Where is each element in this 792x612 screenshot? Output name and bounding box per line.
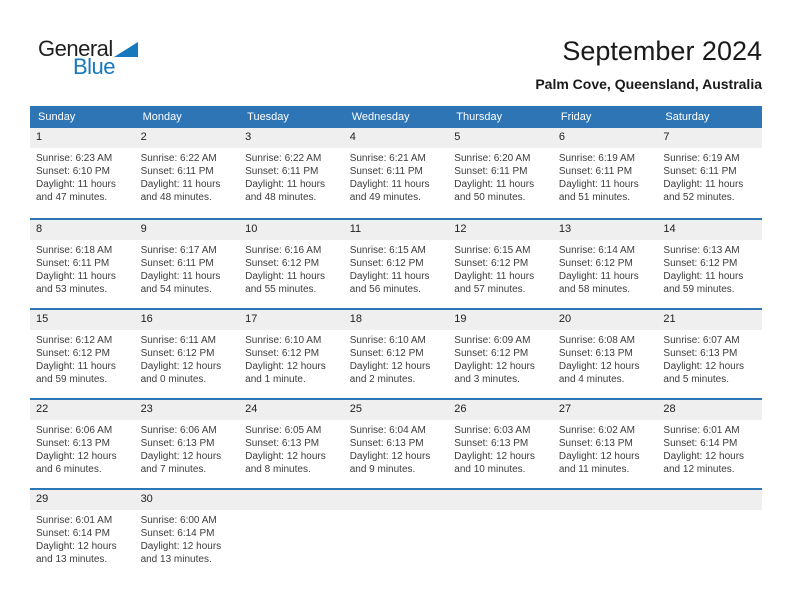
daylight-text: Daylight: 11 hours and 48 minutes.	[245, 179, 325, 203]
sunset-text: Sunset: 6:11 PM	[140, 258, 214, 269]
day-details	[135, 148, 240, 204]
sunset-text: Sunset: 6:13 PM	[140, 438, 215, 449]
daylight-text: Daylight: 12 hours and 5 minutes.	[663, 361, 745, 385]
logo-triangle-icon	[114, 42, 138, 57]
day-number: 18	[344, 310, 449, 330]
sunrise-text: Sunrise: 6:17 AM	[140, 245, 217, 256]
day-details	[344, 148, 449, 204]
sunrise-text: Sunrise: 6:07 AM	[663, 335, 740, 346]
daylight-text: Daylight: 12 hours and 13 minutes.	[140, 541, 222, 565]
sunrise-text: Sunrise: 6:09 AM	[454, 335, 531, 346]
day-cell-5	[448, 128, 553, 218]
day-number: 22	[30, 400, 135, 420]
sunset-text: Sunset: 6:10 PM	[36, 166, 110, 177]
day-number: 3	[239, 128, 344, 148]
day-number: 5	[448, 128, 553, 148]
daylight-text: Daylight: 12 hours and 13 minutes.	[36, 541, 117, 565]
general-blue-logo	[38, 38, 148, 78]
week-row	[30, 218, 762, 308]
page-subtitle: Palm Cove, Queensland, Australia	[535, 76, 762, 92]
day-number: 6	[553, 128, 658, 148]
day-details	[30, 420, 135, 476]
day-details	[239, 148, 344, 204]
page-title: September 2024	[562, 36, 762, 66]
day-cell-8	[30, 220, 135, 308]
daylight-text: Daylight: 12 hours and 0 minutes.	[140, 361, 222, 385]
sunrise-text: Sunrise: 6:22 AM	[140, 153, 217, 164]
weekday-header-row	[30, 106, 762, 128]
day-cell-27	[553, 400, 658, 488]
daylight-text: Daylight: 12 hours and 2 minutes.	[349, 361, 431, 385]
sunset-text: Sunset: 6:12 PM	[349, 258, 424, 269]
day-details	[657, 420, 762, 476]
week-row	[30, 488, 762, 578]
weekday-monday: Monday	[142, 111, 182, 123]
sunrise-text: Sunrise: 6:20 AM	[454, 153, 531, 164]
daylight-text: Daylight: 12 hours and 3 minutes.	[454, 361, 535, 385]
day-details	[553, 240, 658, 296]
day-number: 8	[30, 220, 135, 240]
sunset-text: Sunset: 6:13 PM	[36, 438, 110, 449]
daylight-text: Daylight: 12 hours and 6 minutes.	[36, 451, 117, 475]
sunset-text: Sunset: 6:12 PM	[663, 258, 738, 269]
day-number: 30	[135, 490, 240, 510]
day-number: 17	[239, 310, 344, 330]
calendar-weeks	[30, 128, 762, 578]
day-details	[344, 420, 449, 476]
daylight-text: Daylight: 11 hours and 52 minutes.	[663, 179, 744, 203]
day-number: 27	[553, 400, 658, 420]
day-number: 11	[344, 220, 449, 240]
day-details	[657, 330, 762, 386]
sunrise-text: Sunrise: 6:12 AM	[36, 335, 113, 346]
day-number: 26	[448, 400, 553, 420]
sunrise-text: Sunrise: 6:10 AM	[245, 335, 322, 346]
week-row	[30, 128, 762, 218]
day-details	[30, 330, 135, 386]
day-number: 23	[135, 400, 240, 420]
sunrise-text: Sunrise: 6:00 AM	[140, 515, 217, 526]
day-details	[344, 330, 449, 386]
day-number: 25	[344, 400, 449, 420]
sunrise-text: Sunrise: 6:19 AM	[663, 153, 740, 164]
day-number: 2	[135, 128, 240, 148]
day-number: 4	[344, 128, 449, 148]
day-cell-empty	[448, 490, 553, 578]
day-details	[448, 148, 553, 204]
day-number: 29	[30, 490, 135, 510]
day-details	[135, 240, 240, 296]
day-number: 13	[553, 220, 658, 240]
day-number: 28	[657, 400, 762, 420]
title-block	[535, 36, 762, 92]
day-cell-13	[553, 220, 658, 308]
daylight-text: Daylight: 12 hours and 7 minutes.	[140, 451, 222, 475]
daylight-text: Daylight: 12 hours and 9 minutes.	[349, 451, 431, 475]
sunset-text: Sunset: 6:11 PM	[245, 166, 319, 177]
daylight-text: Daylight: 11 hours and 55 minutes.	[245, 271, 325, 295]
sunrise-text: Sunrise: 6:19 AM	[558, 153, 635, 164]
sunrise-text: Sunrise: 6:13 AM	[663, 245, 740, 256]
daylight-text: Daylight: 11 hours and 50 minutes.	[454, 179, 535, 203]
sunset-text: Sunset: 6:14 PM	[36, 528, 110, 539]
sunrise-text: Sunrise: 6:08 AM	[558, 335, 635, 346]
day-cell-15	[30, 310, 135, 398]
day-number: 24	[239, 400, 344, 420]
day-cell-24	[239, 400, 344, 488]
day-cell-empty	[657, 490, 762, 578]
day-details	[135, 510, 240, 566]
sunset-text: Sunset: 6:13 PM	[454, 438, 529, 449]
day-cell-10	[239, 220, 344, 308]
day-details	[239, 240, 344, 296]
day-details	[448, 330, 553, 386]
day-cell-9	[135, 220, 240, 308]
day-cell-18	[344, 310, 449, 398]
sunrise-text: Sunrise: 6:01 AM	[663, 425, 740, 436]
day-number: 15	[30, 310, 135, 330]
day-number	[239, 490, 344, 510]
sunrise-text: Sunrise: 6:06 AM	[140, 425, 217, 436]
sunrise-text: Sunrise: 6:03 AM	[454, 425, 531, 436]
day-cell-17	[239, 310, 344, 398]
day-number: 21	[657, 310, 762, 330]
weekday-thursday: Thursday	[456, 111, 503, 123]
day-cell-7	[657, 128, 762, 218]
day-number	[448, 490, 553, 510]
sunset-text: Sunset: 6:12 PM	[558, 258, 633, 269]
daylight-text: Daylight: 12 hours and 8 minutes.	[245, 451, 326, 475]
daylight-text: Daylight: 11 hours and 51 minutes.	[558, 179, 639, 203]
sunset-text: Sunset: 6:12 PM	[245, 258, 320, 269]
day-cell-30	[135, 490, 240, 578]
sunrise-text: Sunrise: 6:04 AM	[349, 425, 426, 436]
daylight-text: Daylight: 12 hours and 12 minutes.	[663, 451, 745, 475]
day-cell-14	[657, 220, 762, 308]
day-cell-23	[135, 400, 240, 488]
day-cell-22	[30, 400, 135, 488]
daylight-text: Daylight: 11 hours and 48 minutes.	[140, 179, 221, 203]
day-number	[553, 490, 658, 510]
day-cell-empty	[344, 490, 449, 578]
day-cell-2	[135, 128, 240, 218]
daylight-text: Daylight: 12 hours and 4 minutes.	[558, 361, 640, 385]
day-number: 10	[239, 220, 344, 240]
day-cell-6	[553, 128, 658, 218]
day-details	[135, 420, 240, 476]
daylight-text: Daylight: 12 hours and 10 minutes.	[454, 451, 535, 475]
sunset-text: Sunset: 6:13 PM	[349, 438, 424, 449]
sunset-text: Sunset: 6:11 PM	[558, 166, 633, 177]
daylight-text: Daylight: 11 hours and 47 minutes.	[36, 179, 116, 203]
day-cell-19	[448, 310, 553, 398]
weekday-saturday: Saturday	[665, 111, 710, 123]
day-details	[448, 240, 553, 296]
sunset-text: Sunset: 6:13 PM	[663, 348, 738, 359]
day-number: 19	[448, 310, 553, 330]
sunrise-text: Sunrise: 6:15 AM	[454, 245, 531, 256]
daylight-text: Daylight: 11 hours and 49 minutes.	[349, 179, 430, 203]
sunset-text: Sunset: 6:12 PM	[349, 348, 424, 359]
sunrise-text: Sunrise: 6:02 AM	[558, 425, 635, 436]
week-row	[30, 398, 762, 488]
day-cell-25	[344, 400, 449, 488]
day-details	[344, 240, 449, 296]
daylight-text: Daylight: 11 hours and 53 minutes.	[36, 271, 116, 295]
day-details	[657, 148, 762, 204]
day-cell-20	[553, 310, 658, 398]
daylight-text: Daylight: 11 hours and 59 minutes.	[36, 361, 116, 385]
daylight-text: Daylight: 11 hours and 54 minutes.	[140, 271, 221, 295]
day-details	[657, 240, 762, 296]
day-cell-16	[135, 310, 240, 398]
day-cell-26	[448, 400, 553, 488]
sunrise-text: Sunrise: 6:21 AM	[349, 153, 426, 164]
daylight-text: Daylight: 12 hours and 11 minutes.	[558, 451, 640, 475]
sunset-text: Sunset: 6:14 PM	[663, 438, 738, 449]
day-details	[239, 330, 344, 386]
day-details	[30, 148, 135, 204]
day-number: 7	[657, 128, 762, 148]
day-cell-28	[657, 400, 762, 488]
day-number: 14	[657, 220, 762, 240]
day-cell-3	[239, 128, 344, 218]
day-number	[344, 490, 449, 510]
day-details	[239, 420, 344, 476]
sunset-text: Sunset: 6:14 PM	[140, 528, 215, 539]
day-details	[135, 330, 240, 386]
sunrise-text: Sunrise: 6:18 AM	[36, 245, 113, 256]
weekday-sunday: Sunday	[38, 111, 76, 123]
sunset-text: Sunset: 6:13 PM	[558, 438, 633, 449]
daylight-text: Daylight: 12 hours and 1 minute.	[245, 361, 326, 385]
day-number	[657, 490, 762, 510]
day-details	[30, 240, 135, 296]
day-details	[30, 510, 135, 566]
sunrise-text: Sunrise: 6:23 AM	[36, 153, 113, 164]
sunrise-text: Sunrise: 6:06 AM	[36, 425, 113, 436]
sunrise-text: Sunrise: 6:15 AM	[349, 245, 426, 256]
sunset-text: Sunset: 6:12 PM	[454, 348, 529, 359]
sunset-text: Sunset: 6:12 PM	[36, 348, 110, 359]
sunset-text: Sunset: 6:11 PM	[454, 166, 528, 177]
day-cell-empty	[239, 490, 344, 578]
sunrise-text: Sunrise: 6:10 AM	[349, 335, 426, 346]
weekday-tuesday: Tuesday	[247, 111, 289, 123]
day-cell-4	[344, 128, 449, 218]
day-number: 16	[135, 310, 240, 330]
sunrise-text: Sunrise: 6:16 AM	[245, 245, 322, 256]
sunset-text: Sunset: 6:13 PM	[558, 348, 633, 359]
sunset-text: Sunset: 6:12 PM	[140, 348, 215, 359]
daylight-text: Daylight: 11 hours and 57 minutes.	[454, 271, 535, 295]
sunrise-text: Sunrise: 6:05 AM	[245, 425, 322, 436]
day-cell-29	[30, 490, 135, 578]
sunset-text: Sunset: 6:12 PM	[245, 348, 320, 359]
sunrise-text: Sunrise: 6:01 AM	[36, 515, 113, 526]
daylight-text: Daylight: 11 hours and 58 minutes.	[558, 271, 639, 295]
day-cell-21	[657, 310, 762, 398]
sunrise-text: Sunrise: 6:14 AM	[558, 245, 635, 256]
week-row	[30, 308, 762, 398]
day-cell-empty	[553, 490, 658, 578]
sunset-text: Sunset: 6:13 PM	[245, 438, 320, 449]
sunset-text: Sunset: 6:11 PM	[349, 166, 423, 177]
day-details	[448, 420, 553, 476]
day-details	[553, 148, 658, 204]
day-number: 9	[135, 220, 240, 240]
weekday-wednesday: Wednesday	[351, 111, 410, 123]
sunset-text: Sunset: 6:12 PM	[454, 258, 529, 269]
daylight-text: Daylight: 11 hours and 59 minutes.	[663, 271, 744, 295]
day-number: 12	[448, 220, 553, 240]
logo-text-blue: Blue	[73, 54, 116, 79]
day-cell-12	[448, 220, 553, 308]
day-details	[553, 330, 658, 386]
weekday-friday: Friday	[560, 111, 592, 123]
calendar-table	[30, 106, 762, 578]
day-number: 20	[553, 310, 658, 330]
sunset-text: Sunset: 6:11 PM	[36, 258, 110, 269]
daylight-text: Daylight: 11 hours and 56 minutes.	[349, 271, 430, 295]
day-cell-1	[30, 128, 135, 218]
day-details	[553, 420, 658, 476]
logo-text-general: General	[38, 36, 113, 61]
sunrise-text: Sunrise: 6:22 AM	[245, 153, 322, 164]
sunrise-text: Sunrise: 6:11 AM	[140, 335, 216, 346]
day-number: 1	[30, 128, 135, 148]
day-cell-11	[344, 220, 449, 308]
sunset-text: Sunset: 6:11 PM	[663, 166, 737, 177]
sunset-text: Sunset: 6:11 PM	[140, 166, 214, 177]
